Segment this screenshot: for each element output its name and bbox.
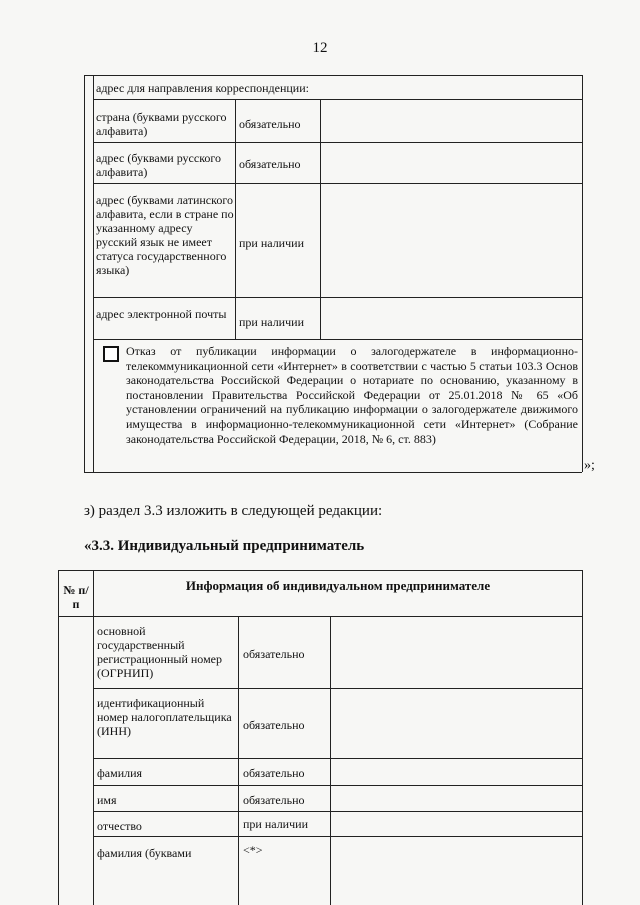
table2-row-label: фамилия (буквами: [97, 846, 192, 860]
table2-row-status: обязательно: [243, 647, 305, 661]
instruction-paragraph: з) раздел 3.3 изложить в следующей редакции:: [84, 503, 383, 519]
table1-row-label: адрес (буквами русского алфавита): [96, 151, 222, 179]
table1-row-status: при наличии: [239, 315, 304, 329]
table2-row-label: фамилия: [97, 766, 143, 780]
section-heading: «3.3. Индивидуальный предприниматель: [84, 538, 365, 554]
table1-row-label: адрес (буквами латинского алфавита, если в стране по указанному адресу русский язык не имеет статуса государственного языка): [96, 193, 234, 277]
table1-row-label: адрес электронной почты: [96, 307, 227, 321]
table1-header-row: адрес для направления корреспонденции:: [96, 81, 309, 95]
publication-refusal-text: Отказ от публикации информации о залогодержателе в информационно-телекоммуникационной сети «Интернет» в соответствии с частью 5 статьи 103.3 Основ законодательства Российской Федерации о нотариате по основанию, указанному в постановлении Правительства Российской Федерации от 25.01.2018 № 65 «Об установлении ограничений на публикацию информации о залогодержателе движимого имущества в информационно-телекоммуникационной сети «Интернет» (Собрание законодательства Российской Федерации, 2018, № 6, ст. 883): [126, 344, 578, 446]
table1-row-label: страна (буквами русского алфавита): [96, 110, 227, 138]
closing-quote: »;: [584, 458, 595, 473]
table1-row-status: обязательно: [239, 157, 301, 171]
table2-row-status: при наличии: [243, 817, 308, 831]
table2-row-label: отчество: [97, 819, 142, 833]
table2-row-label: имя: [97, 793, 117, 807]
column-header-number: № п/п: [63, 583, 89, 611]
page-number: 12: [312, 40, 328, 56]
column-header-info: Информация об индивидуальном предпринимателе: [185, 578, 491, 593]
table1-row-status: при наличии: [239, 236, 304, 250]
table2-row-status: обязательно: [243, 718, 305, 732]
table2-row-status: обязательно: [243, 766, 305, 780]
table2-row-status: <*>: [243, 843, 263, 857]
table2-row-label: основной государственный регистрационный номер (ОГРНИП): [97, 624, 222, 680]
table2-row-label: идентификационный номер налогоплательщика (ИНН): [97, 696, 232, 738]
publication-refusal-checkbox[interactable]: [103, 346, 119, 362]
table2-row-status: обязательно: [243, 793, 305, 807]
table1-row-status: обязательно: [239, 117, 301, 131]
